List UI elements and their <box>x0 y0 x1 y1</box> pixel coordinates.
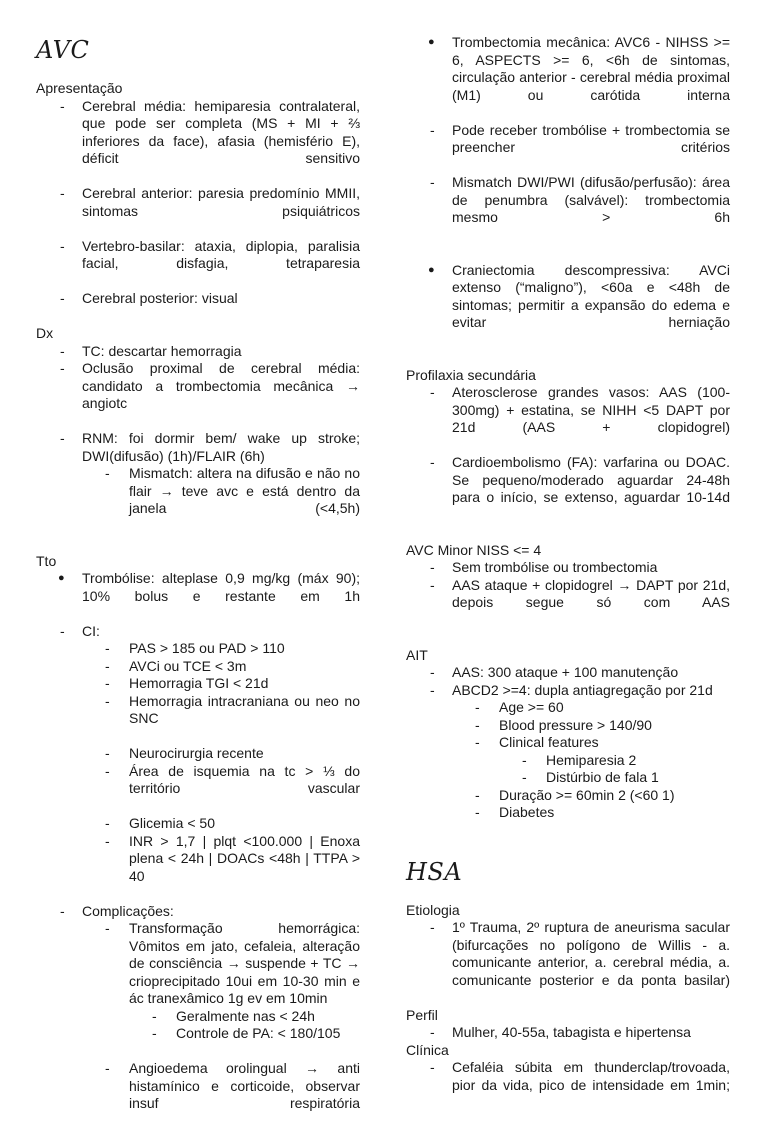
section-heading: Perfil <box>406 1007 730 1025</box>
list-item: - Controle de PA: < 180/105 <box>129 1025 360 1043</box>
list-item: - 1º Trauma, 2º ruptura de aneurisma sacular (bifurcações no polígono de Willis - a. comunicante anterior, a. cerebral média, a. comunicante posterior e da ponta basilar) <box>406 919 730 1007</box>
list-item: - RNM: foi dormir bem/ wake up stroke; DWI(difusão) (1h)/FLAIR (6h) - Mismatch: altera na difusão e não no flair → teve avc e está dentro da janela (<4,5h) <box>36 430 360 535</box>
section-heading: Dx <box>36 325 360 343</box>
section-heading: Clínica <box>406 1042 730 1060</box>
list-item: - Hemorragia intracraniana ou neo no SNC <box>82 693 360 746</box>
left-column <box>36 34 360 1130</box>
list-item: - AAS ataque + clopidogrel → DAPT por 21d, depois segue só com AAS <box>406 577 730 630</box>
section-heading: Tto <box>36 553 360 571</box>
list-item: - CI: - PAS > 185 ou PAD > 110 - AVCi ou TCE < 3m - Hemorragia TGI < 21d - Hemorragia intracraniana ou neo no SNC - Neurocirurgia recente - Área de isquemia na tc > ⅓ do território vascular - Glicemia < 50 - INR > 1,7 | plqt <100.000 | Enoxa plena < 24h | DOACs <48h | TTPA > 40 <box>36 623 360 903</box>
section-heading: AIT <box>406 647 730 665</box>
list-item: - Blood pressure > 140/90 <box>452 717 730 735</box>
title-hsa: HSA <box>406 856 730 888</box>
section-avc-minor <box>406 542 730 630</box>
section-ait <box>406 647 730 822</box>
list-item: - Clinical features - Hemiparesia 2 - Distúrbio de fala 1 <box>452 734 730 787</box>
list-item: - Transformação hemorrágica: Vômitos em jato, cefaleia, alteração de consciência → suspende + TC → crioprecipitado 10ui em 10-30 min e ác tranexâmico 1g ev em 10min - Geralmente nas < 24h - Controle de PA: < 180/105 <box>82 920 360 1060</box>
list-item: - PAS > 185 ou PAD > 110 <box>82 640 360 658</box>
list-item: - Cerebral média: hemiparesia contralateral, que pode ser completa (MS + MI + ⅔ inferiores da face), afasia (hemisfério E), déficit sensitivo <box>36 98 360 186</box>
section-heading: Profilaxia secundária <box>406 367 730 385</box>
list-item: - Mulher, 40-55a, tabagista e hipertensa <box>406 1024 730 1042</box>
list-item: - Complicações: - Transformação hemorrágica: Vômitos em jato, cefaleia, alteração de consciência → suspende + TC → crioprecipitado 10ui em 10-30 min e ác tranexâmico 1g ev em 10min - Geralmente nas < 24h - Controle de PA: < 180/105 - Angioedema orolingual → anti histamínico e corticoide, observar insuf respiratória <box>36 903 360 1130</box>
section-heading: AVC Minor NISS <= 4 <box>406 542 730 560</box>
list-item: - Diabetes <box>452 804 730 822</box>
right-column <box>406 34 730 1112</box>
list-item: ● Trombectomia mecânica: AVC6 - NIHSS >= 6, ASPECTS >= 6, <6h de sintomas, circulação anterior - cerebral média proximal (M1) ou carótida interna <box>406 34 730 122</box>
section-clinica <box>406 1042 730 1112</box>
section-etiologia <box>406 902 730 1007</box>
list-item: - Neurocirurgia recente <box>82 745 360 763</box>
list-item: - Mismatch: altera na difusão e não no flair → teve avc e está dentro da janela (<4,5h) <box>82 465 360 535</box>
list-item: - Cardioembolismo (FA): varfarina ou DOAC. Se pequeno/moderado aguardar 24-48h para o início, se extenso, aguardar 10-14d <box>406 454 730 524</box>
section-heading: Etiologia <box>406 902 730 920</box>
list-item: - ABCD2 >=4: dupla antiagregação por 21d - Age >= 60 - Blood pressure > 140/90 - Clinical features - Hemiparesia 2 - Distúrbio de fala 1 - Duração >= 60min 2 (<60 1) - Diabetes <box>406 682 730 822</box>
list-item: - Vertebro-basilar: ataxia, diplopia, paralisia facial, disfagia, tetraparesia <box>36 238 360 291</box>
title-avc: AVC <box>36 34 360 66</box>
list-item: - Hemorragia TGI < 21d <box>82 675 360 693</box>
list-item: ● Trombólise: alteplase 0,9 mg/kg (máx 90); 10% bolus e restante em 1h <box>36 570 360 623</box>
list-item: - Cerebral posterior: visual <box>36 290 360 308</box>
craniectomia-list <box>406 262 730 350</box>
list-item: - TC: descartar hemorragia <box>36 343 360 361</box>
list-item: - Área de isquemia na tc > ⅓ do território vascular <box>82 763 360 816</box>
section-heading: Apresentação <box>36 80 360 98</box>
list-item: - Geralmente nas < 24h <box>129 1008 360 1026</box>
section-profilaxia <box>406 367 730 525</box>
list-item: - Sem trombólise ou trombectomia <box>406 559 730 577</box>
section-tto <box>36 553 360 1130</box>
list-item: - Angioedema orolingual → anti histamínico e corticoide, observar insuf respiratória <box>82 1060 360 1130</box>
section-dx <box>36 325 360 535</box>
list-item: - Hemiparesia 2 <box>499 752 730 770</box>
list-item: - AVCi ou TCE < 3m <box>82 658 360 676</box>
list-item: - Duração >= 60min 2 (<60 1) <box>452 787 730 805</box>
list-item: - Distúrbio de fala 1 <box>499 769 730 787</box>
list-item: - Pode receber trombólise + trombectomia se preencher critérios <box>406 122 730 175</box>
list-item: ● Craniectomia descompressiva: AVCi extenso (“maligno”), <60a e <48h de sintomas; permitir a expansão do edema e evitar herniação <box>406 262 730 350</box>
list-item: - INR > 1,7 | plqt <100.000 | Enoxa plena < 24h | DOACs <48h | TTPA > 40 <box>82 833 360 903</box>
list-item: - AAS: 300 ataque + 100 manutenção <box>406 664 730 682</box>
list-item: - Glicemia < 50 <box>82 815 360 833</box>
list-item: - Cerebral anterior: paresia predomínio MMII, sintomas psiquiátricos <box>36 185 360 238</box>
list-item: - Oclusão proximal de cerebral média: candidato a trombectomia mecânica → angiotc <box>36 360 360 430</box>
section-perfil <box>406 1007 730 1042</box>
list-item: - Cefaléia súbita em thunderclap/trovoada, pior da vida, pico de intensidade em 1min; <box>406 1059 730 1112</box>
section-apresentacao <box>36 80 360 308</box>
trombectomia-list <box>406 34 730 244</box>
list-item: - Mismatch DWI/PWI (difusão/perfusão): área de penumbra (salvável): trombectomia mesmo > 6h <box>406 174 730 244</box>
list-item: - Aterosclerose grandes vasos: AAS (100-300mg) + estatina, se NIHH <5 DAPT por 21d (AAS + clopidogrel) <box>406 384 730 454</box>
list-item: - Age >= 60 <box>452 699 730 717</box>
